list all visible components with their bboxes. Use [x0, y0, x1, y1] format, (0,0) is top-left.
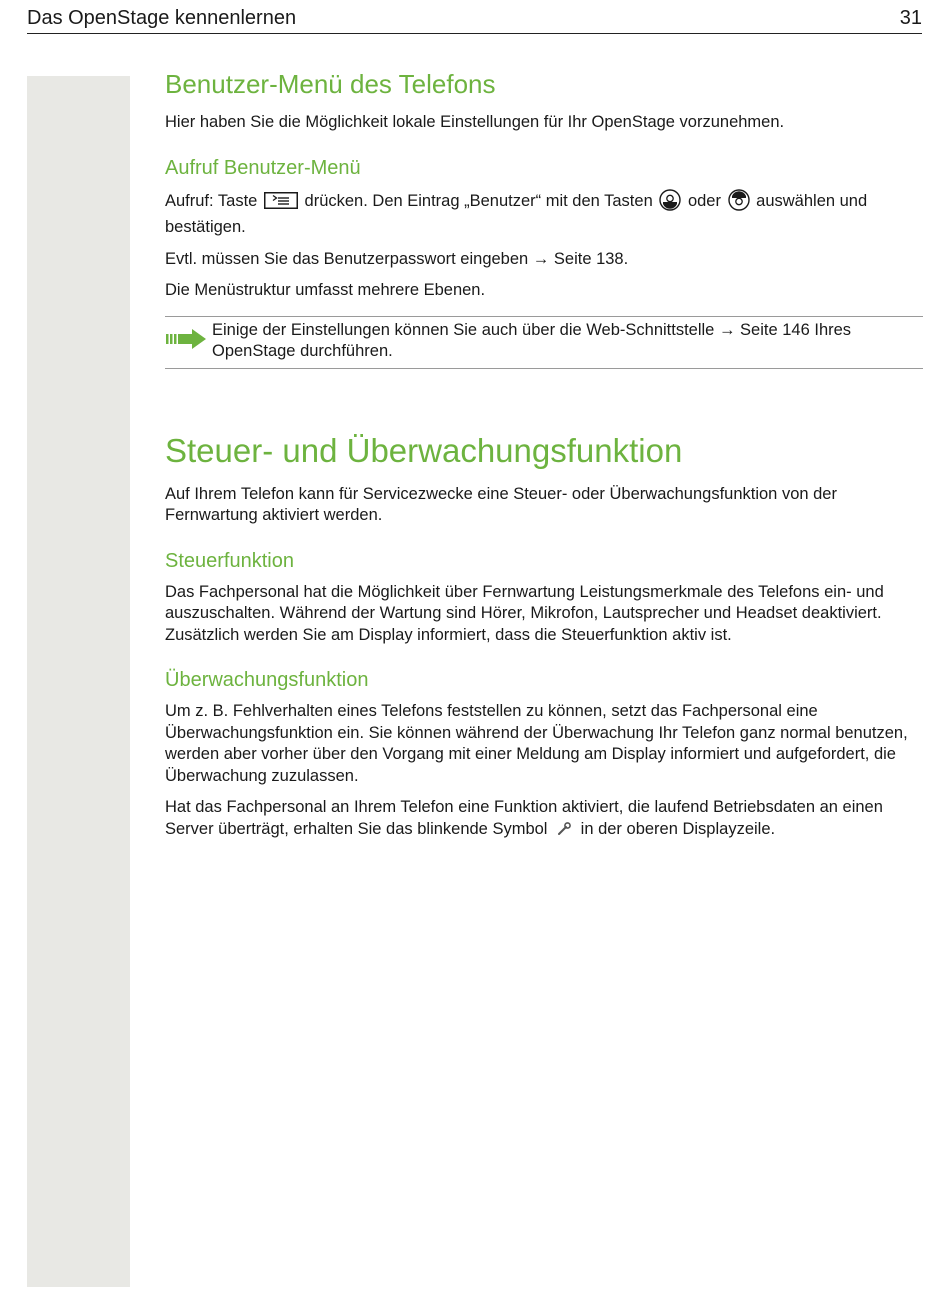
- main-content: [165, 68, 923, 852]
- section-intro: Hier haben Sie die Möglichkeit lokale Einstellungen für Ihr OpenStage vorzunehmen.: [165, 113, 785, 131]
- page-reference-link[interactable]: Seite 138.: [553, 249, 629, 268]
- section-title-control-monitoring: Steuer- und Überwachungsfunktion: [165, 431, 683, 469]
- monitoring-function-text: Um z. B. Fehlverhalten eines Telefons feststellen zu können, setzt das Fachpersonal eine Überwachungsfunktion ein. Sie können während der Überwachung Ihr Telefon ganz normal benutzen, werden aber vorher über den Vorgang mit einer Meldung am Display informiert und aufgefordert, die Überwachung zuzulassen.: [165, 702, 908, 785]
- nav-down-key-icon: [728, 189, 750, 218]
- arrow-ref-icon: →: [718, 320, 736, 339]
- call-instruction: Aufruf: Taste drücken. Den Eintrag „Benutzer“ mit den Tasten oder auswählen und bestätigen.: [165, 189, 923, 239]
- monitoring-symbol-text: Hat das Fachpersonal an Ihrem Telefon eine Funktion aktiviert, die laufend Betriebsdaten an einen Server überträgt, erhalten Sie das blinkende Symbol in der oberen Displayzeile.: [165, 797, 923, 842]
- subheading-monitoring-function: Überwachungsfunktion: [165, 669, 369, 691]
- note-arrow-icon: [165, 320, 212, 356]
- note-text: Einige der Einstellungen können Sie auch über die Web-Schnittstelle → Seite 146 Ihres OpenStage durchführen.: [212, 320, 852, 360]
- subheading-call-user-menu: Aufruf Benutzer-Menü: [165, 156, 361, 179]
- subheading-control-function: Steuerfunktion: [165, 549, 294, 572]
- control-function-text: Das Fachpersonal hat die Möglichkeit über Fernwartung Leistungsmerkmale des Telefons ein- und auszuschalten. Während der Wartung sind Hörer, Mikrofon, Lautsprecher und Headset deaktiviert. Zusätzlich werden Sie am Display informiert, dass die Steuerfunktion aktiv ist.: [165, 582, 884, 644]
- section-title-user-menu: Benutzer-Menü des Telefons: [165, 69, 496, 99]
- section-intro: Auf Ihrem Telefon kann für Servicezwecke eine Steuer- oder Überwachungsfunktion von der Fernwartung aktiviert werden.: [165, 484, 837, 524]
- menu-structure-text: Die Menüstruktur umfasst mehrere Ebenen.: [165, 281, 486, 299]
- arrow-ref-icon: →: [532, 249, 550, 268]
- wrench-icon: [556, 821, 572, 843]
- sidebar-column: [27, 76, 130, 1287]
- page-reference-link[interactable]: Seite 146 Ihres OpenStage durchführen.: [212, 320, 852, 360]
- nav-up-key-icon: [659, 189, 681, 218]
- note-box: [165, 316, 923, 369]
- page-number: 31: [899, 7, 922, 29]
- page-header: [27, 6, 922, 34]
- password-hint: Evtl. müssen Sie das Benutzerpasswort eingeben → Seite 138.: [165, 249, 629, 268]
- menu-key-icon: [264, 192, 298, 216]
- header-title: Das OpenStage kennenlernen: [27, 7, 297, 29]
